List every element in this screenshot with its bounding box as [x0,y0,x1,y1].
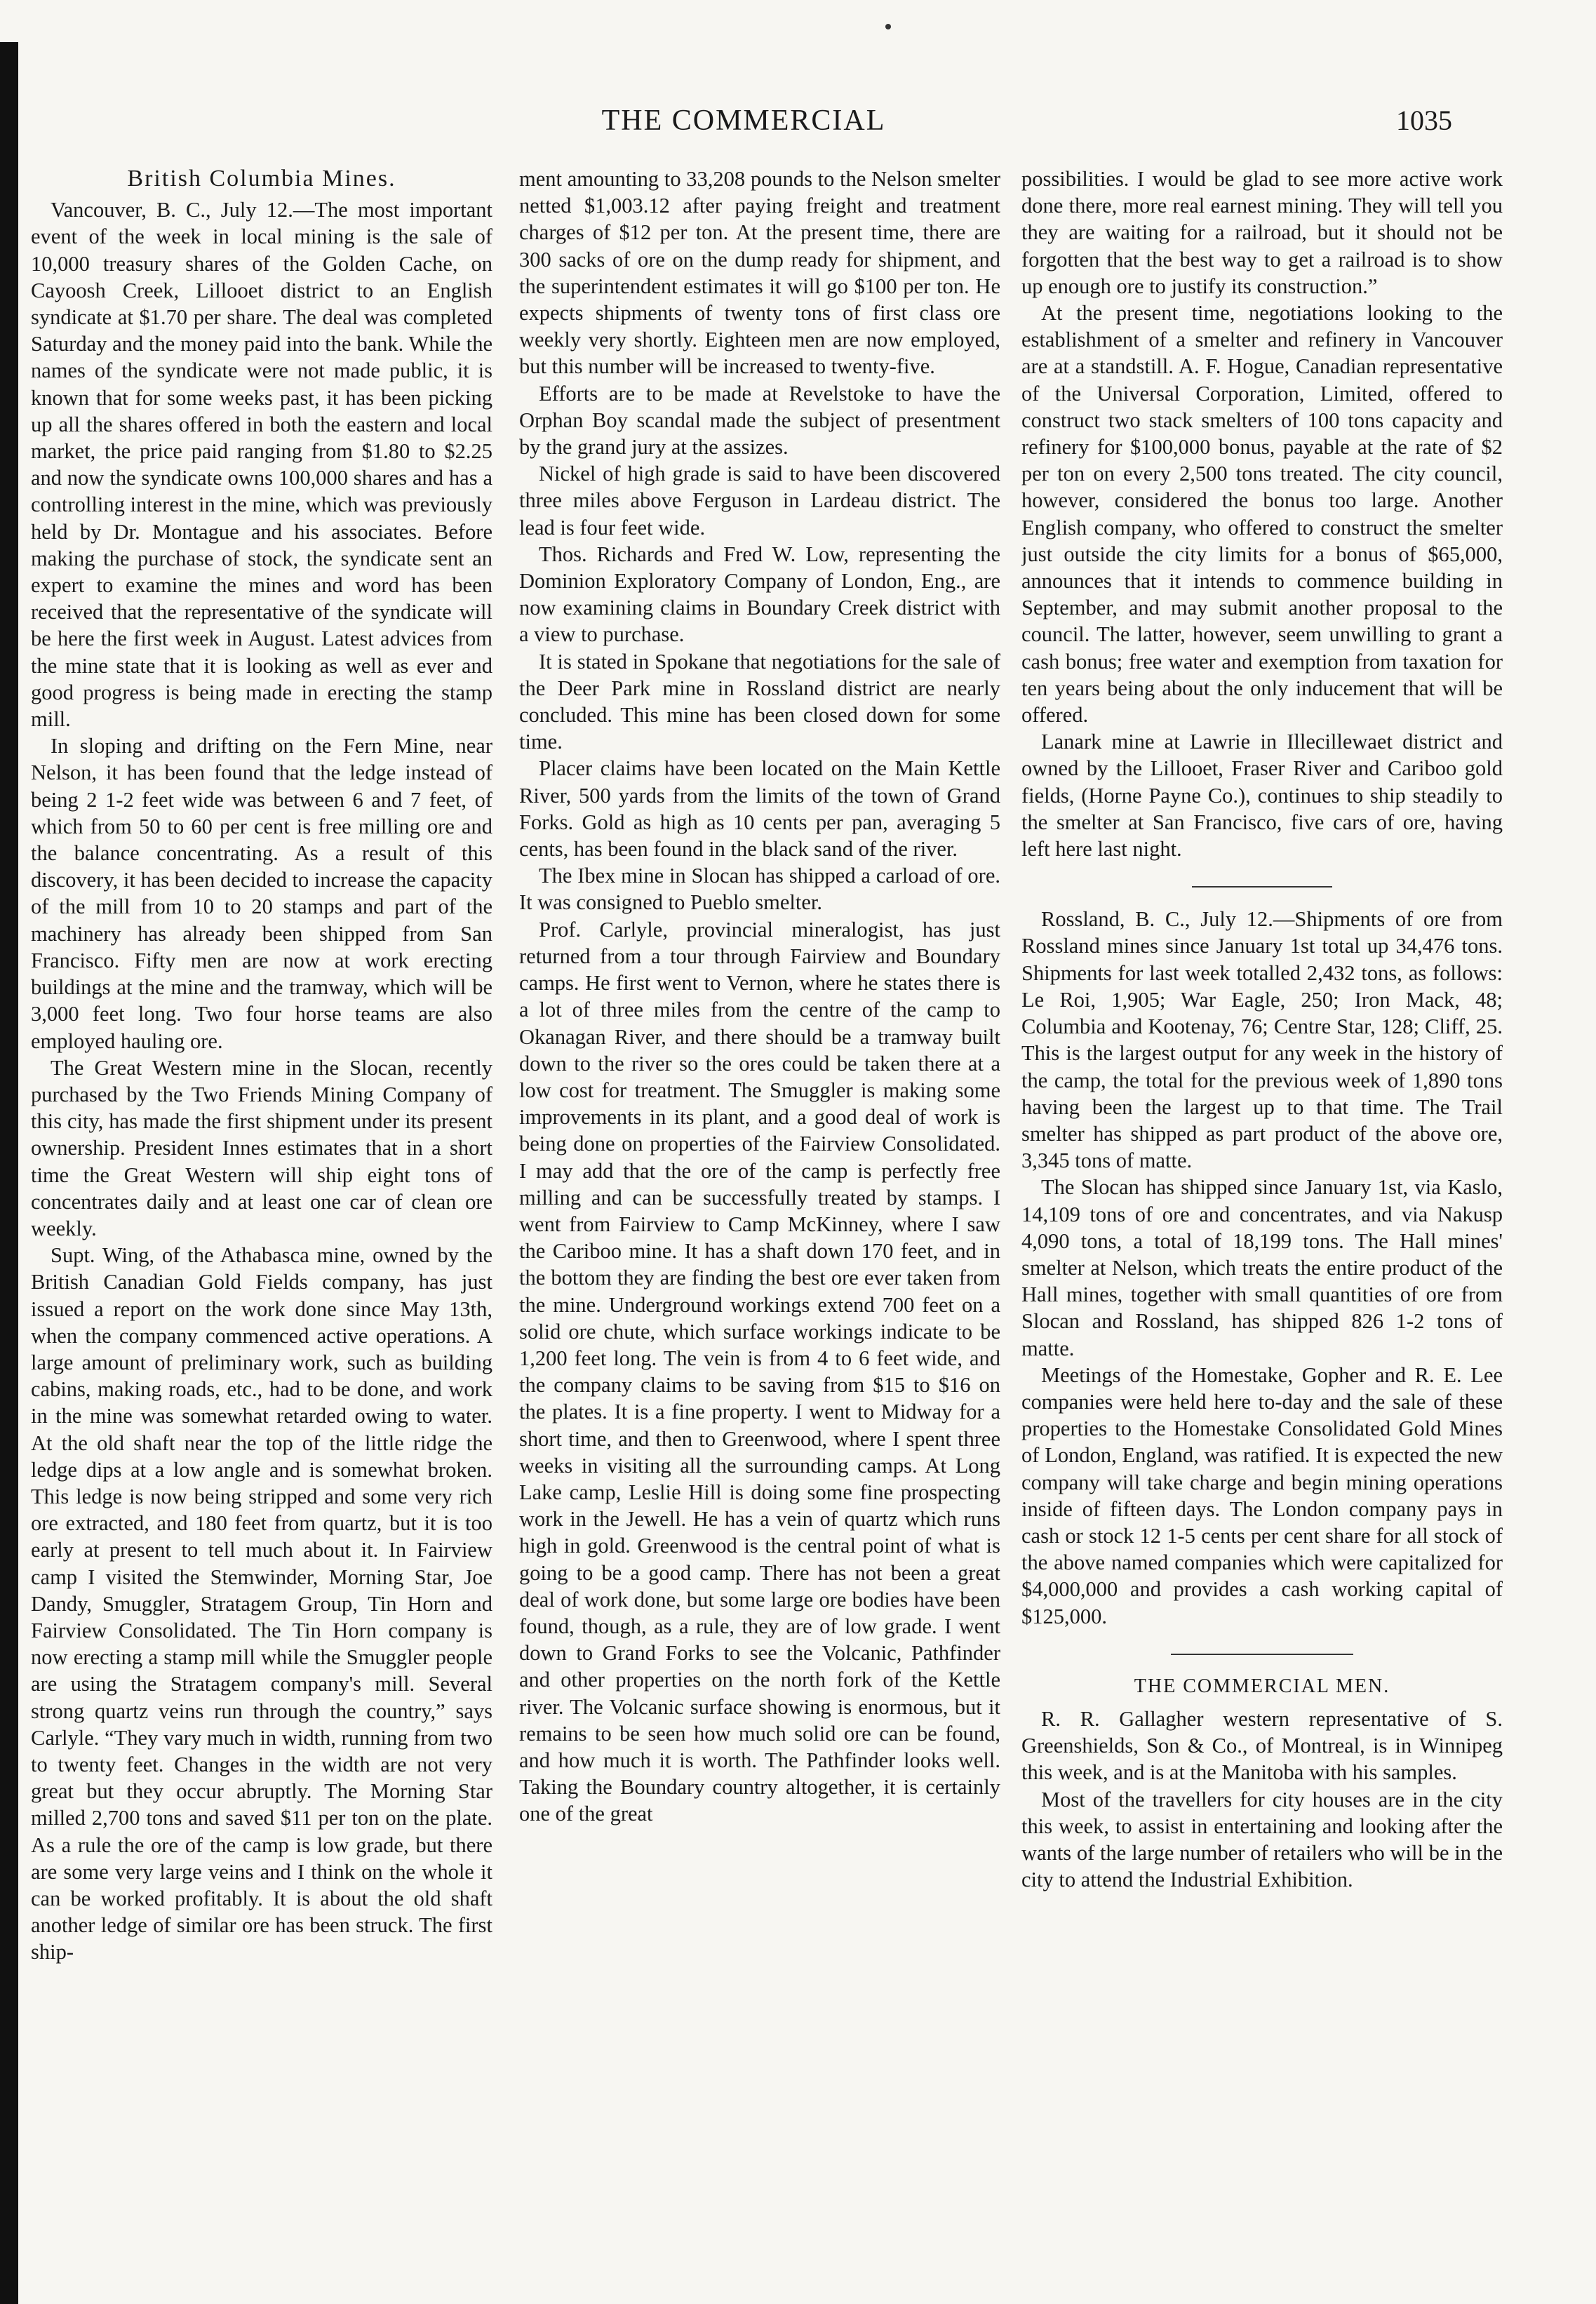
section-heading: THE COMMERCIAL MEN. [1134,1675,1390,1697]
paragraph: Thos. Richards and Fred W. Low, representing the Dominion Exploratory Company of London, Eng., are now examining claims in Boundary Creek district with a view to purchase. [519,542,1000,647]
paragraph: Efforts are to be made at Revelstoke to have the Orphan Boy scandal made the subject of presentment by the grand jury at the assizes. [519,381,1000,460]
paragraph: possibilities. I would be glad to see more active work done there, more real earnest mining. They will tell you they are waiting for a railroad, but it should not be forgotten that the best way to get a railroad is to show up enough ore to justify its construction.” [1021,167,1503,298]
page-title: THE COMMERCIAL [601,105,886,137]
paragraph: In sloping and drifting on the Fern Mine, near Nelson, it has been found that the ledge instead of being 2 1-2 feet wide was between 6 and 7 feet, of which from 50 to 60 per cent is free milling ore and the balance concentrating. As a result of this discovery, it has been decided to increase the capacity of the mill from 10 to 20 stamps and part of the machinery has already been shipped from San Francisco. Fifty men are now at work erecting buildings at the mine and the tramway, which will be 3,000 feet long. Two four horse teams are also employed hauling ore. [31,734,492,1053]
article-heading: British Columbia Mines. [127,166,396,192]
paragraph: The Great Western mine in the Slocan, recently purchased by the Two Friends Mining Company of this city, has made the first shipment under its present ownership. President Innes estimates that in a short time the Great Western will ship eight tons of concentrates daily and at least one car of clean ore weekly. [31,1055,492,1240]
paragraph: Most of the travellers for city houses are in the city this week, to assist in entertaining and looking after the wants of the large number of retailers who will be in the city to attend the Industrial Exhibition. [1021,1787,1503,1892]
paragraph: Placer claims have been located on the Main Kettle River, 500 yards from the limits of the town of Grand Forks. Gold as high as 10 cents per pan, averaging 5 cents, has been found in the black sand of the river. [519,756,1000,862]
paragraph: Supt. Wing, of the Athabasca mine, owned by the British Canadian Gold Fields company, has just issued a report on the work done since May 13th, when the company commenced active operations. A large amount of preliminary work, such as building cabins, making roads, etc., had to be done, and work in the mine was somewhat retarded owing to water. At the old shaft near the top of the little ridge the ledge dips at a low angle and is somewhat broken. This ledge is now being stripped and some very rich ore extracted, and 180 feet from quartz, but it is too early at present to tell much about it. In Fairview camp I visited the Stemwinder, Morning Star, Joe Dandy, Smuggler, Stratagem Group, Tin Horn and Fairview Consolidated. The Tin Horn company is now erecting a stamp mill while the Smuggler people are using the Stratagem company's mill. Several strong quartz veins run through the country,” says Carlyle. “They vary much in width, running from two to twenty feet. Changes in the width are not very great but they occur abruptly. The Morning Star milled 2,700 tons and saved $11 per ton on the plate. As a rule the ore of the camp is low grade, but there are some very large veins and I think on the whole it can be worked profitably. It is about the old shaft another ledge of similar ore has been struck. The first ship- [31,1243,492,1964]
paragraph: At the present time, negotiations looking to the establishment of a smelter and refinery in Vancouver are at a standstill. A. F. Hogue, Canadian representative of the Universal Corporation, Limited, offered to construct two stack smelters of 100 tons capacity and refinery for $100,000 bonus, payable at the rate of $2 per ton on every 2,500 tons treated. The city council, however, considered the bonus too large. Another English company, who offered to construct the smelter just outside the city limits for a bonus of $65,000, announces that it intends to commence building in September, and may submit another proposal to the council. The latter, however, seem unwilling to grant a cash bonus; free water and exemption from taxation for ten years being about the only inducement that will be offered. [1021,301,1503,728]
paragraph: Prof. Carlyle, provincial mineralogist, has just returned from a tour through Fairview and Boundary camps. He first went to Vernon, where he states there is a lot of three miles from the centre of the camp to Okanagan River, and there should be a tramway built down to the river so the ores could be taken there at a low cost for treatment. The Smuggler is making some improvements in its plant, and a good deal of work is being done on properties of the Fairview Consolidated. I may add that the ore of the camp is perfectly free milling and can be successfully treated by stamps. I went from Fairview to Camp McKinney, where I saw the Cariboo mine. It has a shaft down 170 feet, and in the bottom they are finding the best ore ever taken from the mine. Underground workings extend 700 feet on a solid ore chute, which surface workings indicate to be 1,200 feet long. The vein is from 4 to 6 feet wide, and the company claims to be saving from $15 to $16 on the plates. It is a fine property. I went to Midway for a short time, and then to Greenwood, where I spent three weeks in visiting all the surrounding camps. At Long Lake camp, Leslie Hill is doing some fine prospecting work in the Jewell. He has a vein of quartz which runs high in gold. Greenwood is the central point of what is going to be a good camp. There has not been a great deal of work done, but some large ore bodies have been found, though, as a rule, they are of low grade. I went down to Grand Forks to see the Volcanic, Pathfinder and other properties on the north fork of the Kettle river. The Volcanic surface showing is enormous, but it remains to be seen how much solid ore can be found, and how much it is worth. The Pathfinder looks well. Taking the Boundary country altogether, it is certainly one of the great [519,917,1000,1826]
section-divider [1192,886,1332,888]
print-dot [885,24,891,29]
paragraph: R. R. Gallagher western representative of S. Greenshields, Son & Co., of Montreal, is in Winnipeg this week, and is at the Manitoba with his samples. [1021,1706,1503,1785]
paragraph: The Slocan has shipped since January 1st, via Kaslo, 14,109 tons of ore and concentrates, and via Nakusp 4,090 tons, a total of 18,199 tons. The Hall mines' smelter at Nelson, which treats the entire product of the Hall mines, together with small quantities of ore from Slocan and Rossland, has shipped 826 1-2 tons of matte. [1021,1175,1503,1360]
paragraph: Vancouver, B. C., July 12.—The most important event of the week in local mining is the sale of 10,000 treasury shares of the Golden Cache, on Cayoosh Creek, Lillooet district to an English syndicate at $1.70 per share. The deal was completed Saturday and the money paid into the bank. While the names of the syndicate were not made public, it is known that for some weeks past, it has been picking up all the shares offered in both the eastern and local market, the price paid ranging from $1.80 to $2.25 and now the syndicate owns 100,000 shares and has a controlling interest in the mine, which was previously held by Dr. Montague and his associates. Before making the purchase of stock, the syndicate sent an expert to examine the mines and word has been received that the representative of the syndicate will be here the first week in August. Latest advices from the mine state that it is looking as well as ever and good progress is being made in erecting the stamp mill. [31,198,492,732]
paragraph: Rossland, B. C., July 12.—Shipments of ore from Rossland mines since January 1st total up 34,476 tons. Shipments for last week totalled 2,432 tons, as follows: Le Roi, 1,905; War Eagle, 250; Iron Mack, 48; Columbia and Kootenay, 76; Centre Star, 128; Cliff, 25. This is the largest output for any week in the history of the camp, the total for the previous week of 1,890 tons having been the largest up to that time. The Trail smelter has shipped as part product of the above ore, 3,345 tons of matte. [1021,907,1503,1173]
column-1 [31,166,492,2263]
column-2 [519,166,1000,2263]
column-3 [1021,166,1503,2263]
page-number: 1035 [1396,105,1452,136]
paragraph: Lanark mine at Lawrie in Illecillewaet district and owned by the Lillooet, Fraser River and Cariboo gold fields, (Horne Payne Co.), continues to ship steadily to the smelter at San Francisco, five cars of ore, having left here last night. [1021,730,1503,862]
paragraph: The Ibex mine in Slocan has shipped a carload of ore. It was consigned to Pueblo smelter. [519,864,1000,915]
paragraph: It is stated in Spokane that negotiations for the sale of the Deer Park mine in Rossland district are nearly concluded. This mine has been closed down for some time. [519,649,1000,754]
paragraph: ment amounting to 33,208 pounds to the Nelson smelter netted $1,003.12 after paying freight and treatment charges of $12 per ton. At the present time, there are 300 sacks of ore on the dump ready for shipment, and the superintendent estimates it will go $100 per ton. He expects shipments of twenty tons of first class ore weekly very shortly. Eighteen men are now employed, but this number will be increased to twenty-five. [519,167,1000,379]
section-divider [1171,1654,1353,1655]
paragraph: Nickel of high grade is said to have been discovered three miles above Ferguson in Lardeau district. The lead is four feet wide. [519,462,1000,540]
paragraph: Meetings of the Homestake, Gopher and R. E. Lee companies were held here to-day and the sale of these properties to the Homestake Consolidated Gold Mines of London, England, was ratified. It is expected the new company will take charge and begin mining operations inside of fifteen days. The London company pays in cash or stock 12 1-5 cents per cent share for all stock of the above named companies which were capitalized for $4,000,000 and provides a cash working capital of $125,000. [1021,1362,1503,1628]
scan-edge [0,42,18,2304]
